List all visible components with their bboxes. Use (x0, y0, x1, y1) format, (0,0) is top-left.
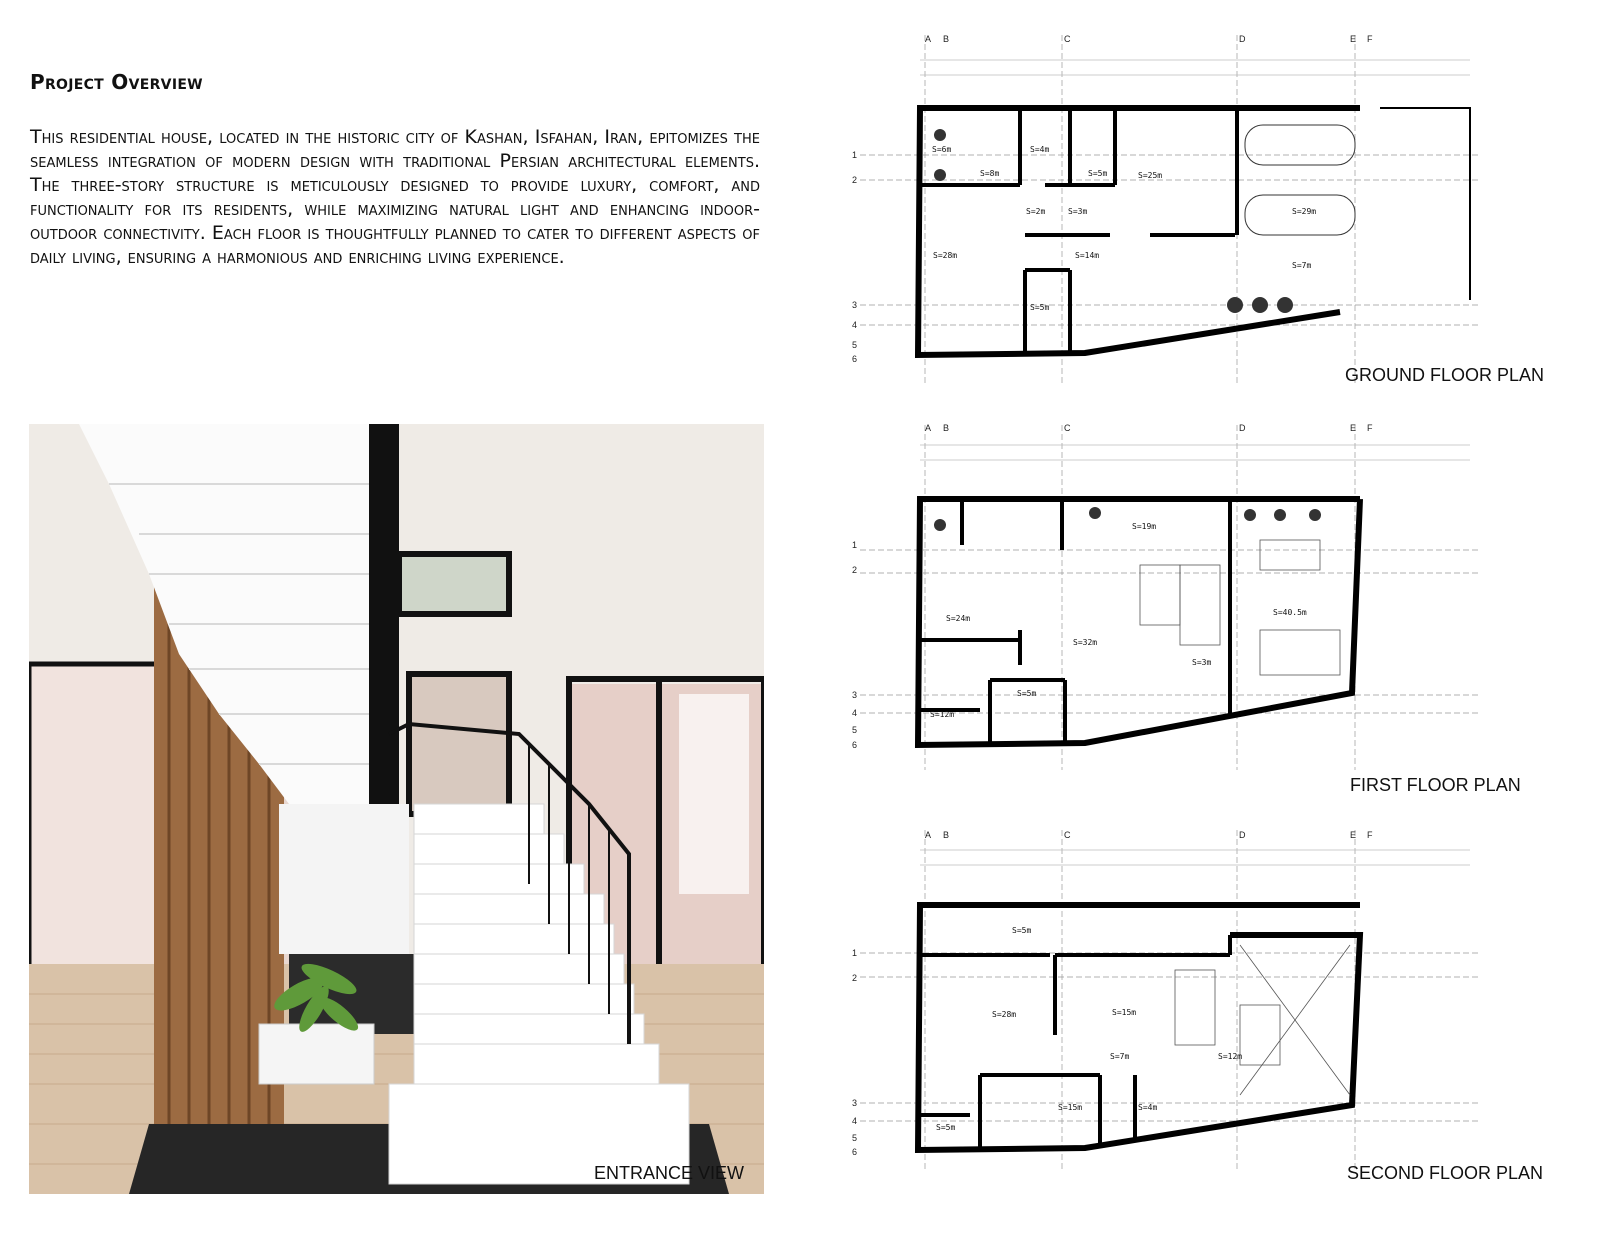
axis-label-b: B (943, 423, 950, 433)
room-area-label: S=5m (1030, 303, 1050, 312)
entrance-view-render (29, 424, 764, 1194)
axis-label-6: 6 (852, 740, 858, 750)
room-area-label: S=19m (1132, 522, 1157, 531)
axis-label-3: 3 (852, 1098, 858, 1108)
room-area-label: S=3m (1068, 207, 1088, 216)
axis-label-e: E (1350, 830, 1357, 840)
axis-label-e: E (1350, 423, 1357, 433)
room-area-label: S=25m (1138, 171, 1163, 180)
room-area-label: S=32m (1073, 638, 1098, 647)
axis-label-4: 4 (852, 1116, 858, 1126)
room-area-label: S=7m (1110, 1052, 1130, 1061)
axis-label-5: 5 (852, 340, 858, 350)
axis-label-3: 3 (852, 690, 858, 700)
axis-label-d: D (1239, 34, 1246, 44)
room-area-label: S=5m (1012, 926, 1032, 935)
axis-label-e: E (1350, 34, 1357, 44)
first-floor-plan (840, 415, 1560, 800)
axis-label-f: F (1367, 423, 1373, 433)
axis-label-b: B (943, 34, 950, 44)
ground-floor-plan (840, 20, 1560, 400)
room-area-label: S=24m (946, 614, 971, 623)
axis-label-a: A (925, 423, 932, 433)
axis-label-6: 6 (852, 1147, 858, 1157)
room-area-label: S=2m (1026, 207, 1046, 216)
room-area-label: S=7m (1292, 261, 1312, 270)
ground-floor-drawing (840, 20, 1560, 400)
second-floor-drawing (840, 825, 1560, 1220)
axis-label-6: 6 (852, 354, 858, 364)
axis-label-a: A (925, 34, 932, 44)
room-area-label: S=12m (930, 710, 955, 719)
room-area-label: S=29m (1292, 207, 1317, 216)
room-area-label: S=5m (1017, 689, 1037, 698)
axis-label-5: 5 (852, 725, 858, 735)
axis-label-c: C (1064, 830, 1071, 840)
axis-label-2: 2 (852, 973, 858, 983)
axis-label-f: F (1367, 34, 1373, 44)
axis-label-1: 1 (852, 150, 858, 160)
room-area-label: S=5m (1088, 169, 1108, 178)
axis-label-2: 2 (852, 565, 858, 575)
room-area-label: S=28m (933, 251, 958, 260)
room-area-label: S=15m (1058, 1103, 1083, 1112)
first-floor-plan-title: FIRST FLOOR PLAN (1350, 775, 1521, 795)
room-area-label: S=4m (1030, 145, 1050, 154)
axis-label-b: B (943, 830, 950, 840)
axis-label-a: A (925, 830, 932, 840)
axis-label-c: C (1064, 34, 1071, 44)
axis-label-4: 4 (852, 320, 858, 330)
axis-label-5: 5 (852, 1133, 858, 1143)
room-area-label: S=3m (1192, 658, 1212, 667)
overview-title: Project Overview (30, 70, 203, 94)
second-floor-plan (840, 825, 1560, 1220)
axis-label-d: D (1239, 830, 1246, 840)
axis-label-1: 1 (852, 540, 858, 550)
room-area-label: S=5m (936, 1123, 956, 1132)
first-floor-drawing (840, 415, 1560, 800)
room-area-label: S=6m (932, 145, 952, 154)
overview-body: This residential house, located in the historic city of Kashan, Isfahan, Iran, epitomizes the seamless integration of modern design with traditional Persian architectural elements. The three-story structure is meticulously designed to provide luxury, comfort, and functionality for its residents, while maximizing natural light and enhancing indoor-outdoor connectivity. Each floor is thoughtfully planned to cater to different aspects of daily living, ensuring a harmonious and enriching living experience. (30, 126, 760, 268)
axis-label-4: 4 (852, 708, 858, 718)
room-area-label: S=12m (1218, 1052, 1243, 1061)
axis-label-3: 3 (852, 300, 858, 310)
render-caption: ENTRANCE VIEW (593, 1163, 744, 1183)
axis-label-d: D (1239, 423, 1246, 433)
room-area-label: S=15m (1112, 1008, 1137, 1017)
axis-label-2: 2 (852, 175, 858, 185)
room-area-label: S=14m (1075, 251, 1100, 260)
room-area-label: S=28m (992, 1010, 1017, 1019)
room-area-label: S=40.5m (1273, 608, 1307, 617)
room-area-label: S=4m (1138, 1103, 1158, 1112)
axis-label-1: 1 (852, 948, 858, 958)
axis-label-c: C (1064, 423, 1071, 433)
axis-label-f: F (1367, 830, 1373, 840)
second-floor-plan-title: SECOND FLOOR PLAN (1347, 1163, 1544, 1183)
room-area-label: S=8m (980, 169, 1000, 178)
ground-floor-plan-title: GROUND FLOOR PLAN (1345, 365, 1545, 385)
entrance-view-illustration (29, 424, 764, 1194)
